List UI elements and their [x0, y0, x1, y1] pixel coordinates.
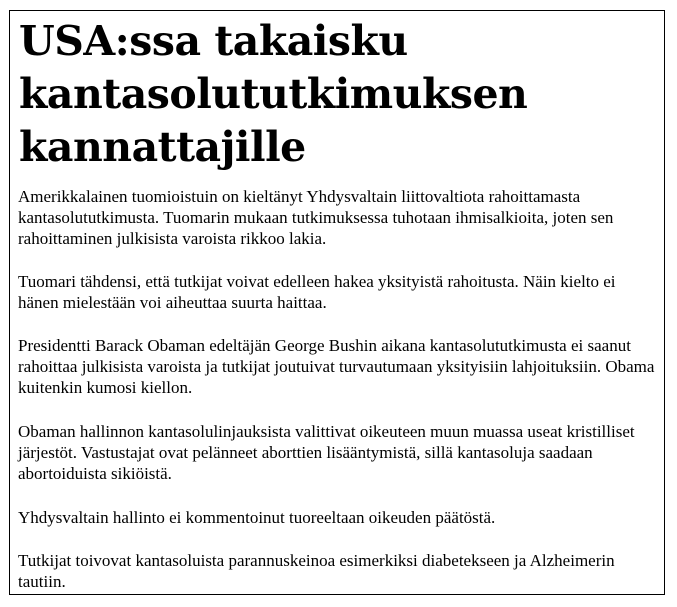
article-paragraph-1: Amerikkalainen tuomioistuin on kieltänyt Yhdysvaltain liittovaltiota rahoittamasta kantasolututkimusta. Tuomarin mukaan tutkimuksessa tuhotaan ihmisalkioita, joten sen rahoittaminen julkisista varoista rikkoo lakia. [18, 187, 614, 248]
article-headline: USA:ssa takaisku kantasolututkimuksen kannattajille [19, 17, 528, 171]
article-paragraph-6: Tutkijat toivovat kantasoluista parannuskeinoa esimerkiksi diabetekseen ja Alzheimerin tautiin. [18, 551, 615, 591]
article-paragraph-3: Presidentti Barack Obaman edeltäjän George Bushin aikana kantasolututkimusta ei saanut rahoittaa julkisista varoista ja tutkijat joutuivat turvautumaan yksityisiin lahjoituksiin. Obama kuitenkin kumosi kiellon. [18, 336, 655, 397]
border-gap [663, 539, 665, 559]
article-paragraph-2: Tuomari tähdensi, että tutkijat voivat edelleen hakea yksityistä rahoitusta. Näin kielto ei hänen mielestään voi aiheuttaa suurta haittaa. [18, 272, 616, 312]
border-gap [9, 539, 11, 559]
article-frame [9, 10, 665, 595]
border-gap [663, 411, 665, 433]
article-paragraph-5: Yhdysvaltain hallinto ei kommentoinut tuoreeltaan oikeuden päätöstä. [18, 508, 496, 527]
article-paragraph-4: Obaman hallinnon kantasolulinjauksista valittivat oikeuteen muun muassa useat kristilliset järjestöt. Vastustajat ovat pelänneet aborttien lisääntymistä, sillä kantasoluja saadaan abortoiduista sikiöistä. [18, 422, 635, 483]
